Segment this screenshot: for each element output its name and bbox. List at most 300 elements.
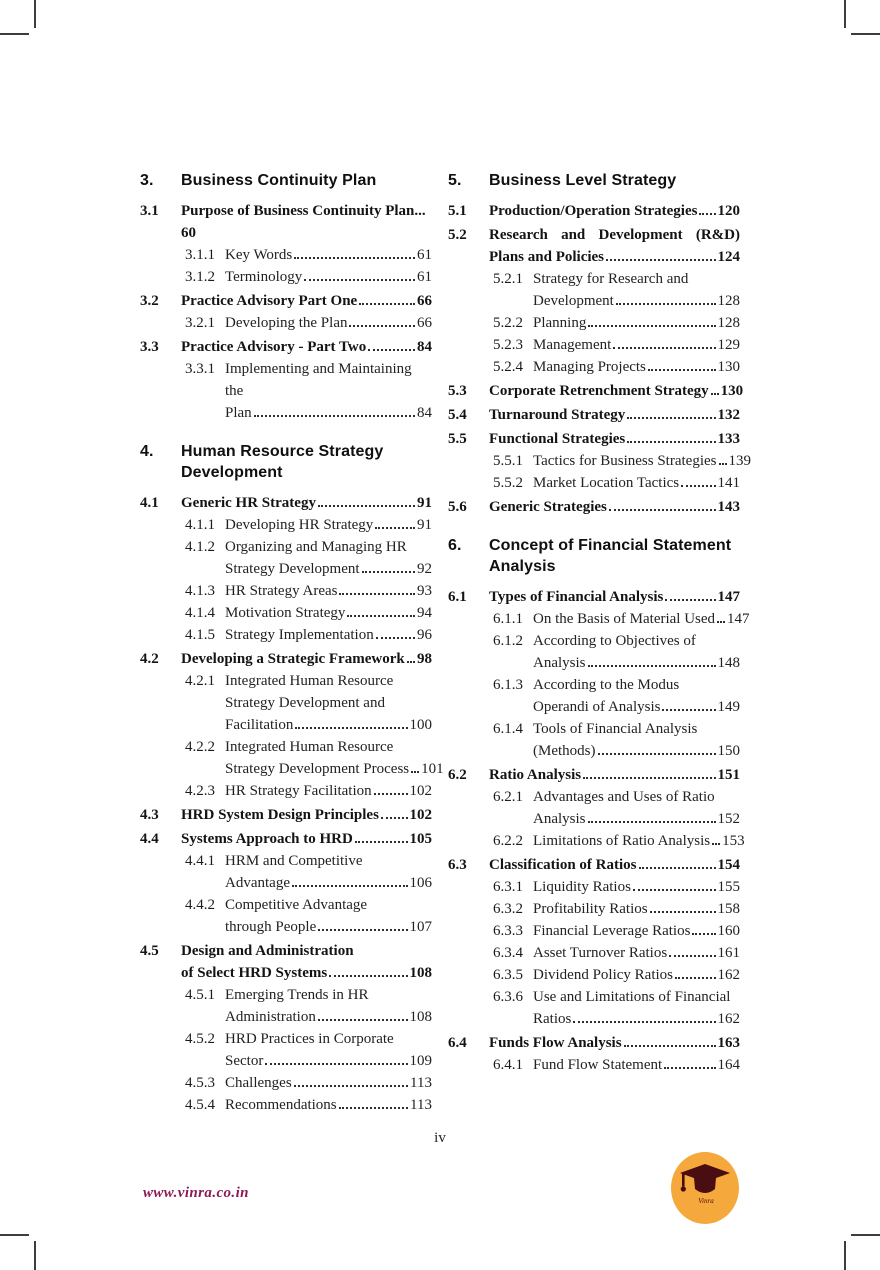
toc-entry-text: HRD System Design Principles — [181, 807, 379, 823]
crop-mark — [0, 1234, 29, 1236]
toc-entry-body — [225, 1094, 432, 1116]
toc-entry-last-line — [181, 962, 432, 984]
dot-leader — [339, 593, 415, 595]
toc-entry-last-line — [489, 1032, 740, 1054]
toc-entry-body — [489, 404, 740, 426]
toc-page-number: 151 — [717, 767, 740, 783]
toc-page-number: 130 — [717, 359, 740, 375]
chapter-title-line: Analysis — [489, 558, 556, 575]
toc-entry-body — [225, 266, 432, 288]
dot-leader — [318, 929, 407, 931]
toc-entry-number: 4.1.3 — [185, 583, 215, 599]
toc-entry-body — [533, 268, 740, 312]
toc-page-number: 107 — [409, 919, 432, 935]
dot-leader — [588, 665, 716, 667]
toc-entry-body — [225, 894, 432, 938]
toc-entry-5.2.4 — [493, 356, 740, 378]
toc-entry-number: 4.1.1 — [185, 517, 215, 533]
toc-entry-4.2.3 — [185, 780, 432, 802]
dot-leader — [339, 1107, 408, 1109]
dot-leader — [362, 571, 415, 573]
toc-page-number: 139 — [728, 453, 751, 469]
toc-entry-body — [225, 580, 432, 602]
toc-entry-body — [489, 428, 740, 450]
toc-entry-body — [225, 536, 432, 580]
dot-leader — [374, 793, 408, 795]
toc-entry-3.3.1 — [185, 358, 432, 424]
toc-entry-text: Management — [533, 337, 612, 353]
toc-entry-number: 6.4 — [448, 1035, 467, 1051]
dot-leader — [711, 393, 719, 395]
toc-entry-6.3.1 — [493, 876, 740, 898]
toc-entry-text: Development — [533, 293, 614, 309]
toc-entry-4.5.4 — [185, 1094, 432, 1116]
toc-entry-5.5.1 — [493, 450, 751, 472]
toc-entry-text-line: Design and Administration — [181, 943, 354, 959]
toc-entry-text: Plan — [225, 405, 252, 421]
toc-entry-body — [533, 830, 745, 852]
toc-entry-4.4.2 — [185, 894, 432, 938]
toc-entry-text: Operandi of Analysis — [533, 699, 661, 715]
dot-leader — [719, 463, 727, 465]
crop-mark — [34, 1241, 36, 1270]
toc-entry-body — [225, 602, 432, 624]
toc-entry-5.5.2 — [493, 472, 740, 494]
toc-entry-5.1 — [448, 200, 740, 222]
crop-mark — [0, 33, 29, 35]
toc-entry-6.3.3 — [493, 920, 740, 942]
toc-entry-3.2 — [140, 290, 432, 312]
toc-entry-text: Strategy Development Process — [225, 761, 410, 777]
toc-entry-text-line: HRD Practices in Corporate — [225, 1031, 394, 1047]
toc-entry-last-line — [225, 558, 432, 580]
toc-entry-text: Market Location Tactics — [533, 475, 680, 491]
toc-entry-last-line — [225, 916, 432, 938]
toc-entry-number: 5.2.3 — [493, 337, 523, 353]
toc-entry-last-line — [225, 1050, 432, 1072]
dot-leader — [375, 527, 415, 529]
toc-entry-4.4.1 — [185, 850, 432, 894]
toc-entry-text: Strategy Development — [225, 561, 360, 577]
toc-entry-5.3 — [448, 380, 744, 402]
toc-entry-body — [225, 312, 432, 334]
toc-page-number: 91 — [417, 517, 432, 533]
toc-entry-body — [533, 876, 740, 898]
toc-entry-3 — [140, 170, 432, 191]
toc-entry-4.2.1 — [185, 670, 432, 736]
toc-entry-body — [181, 290, 432, 312]
toc-entry-6.1.4 — [493, 718, 740, 762]
toc-entry-5.5 — [448, 428, 740, 450]
toc-entry-last-line — [225, 758, 444, 780]
toc-entry-6.1.2 — [493, 630, 740, 674]
dot-leader — [368, 349, 415, 351]
toc-entry-last-line — [533, 740, 740, 762]
toc-entry-text-line: Purpose of Business Continuity Plan... — [181, 203, 426, 219]
dot-leader — [613, 347, 715, 349]
chapter-title-line: Development — [181, 464, 283, 481]
toc-page-number: 161 — [717, 945, 740, 961]
toc-entry-text: Generic Strategies — [489, 499, 607, 515]
dot-leader — [347, 615, 415, 617]
toc-entry-last-line — [181, 336, 432, 358]
dot-leader — [606, 259, 715, 261]
dot-leader — [292, 885, 408, 887]
toc-entry-last-line — [533, 696, 740, 718]
toc-entry-last-line — [533, 312, 740, 334]
dot-leader — [712, 843, 720, 845]
toc-entry-text-line: According to Objectives of — [533, 633, 696, 649]
toc-entry-number: 3.1.1 — [185, 247, 215, 263]
toc-entry-last-line — [489, 200, 740, 222]
toc-page-number: 92 — [417, 561, 432, 577]
toc-page-number: 109 — [409, 1053, 432, 1069]
toc-entry-text-line: Strategy for Research and — [533, 271, 689, 287]
toc-entry-number: 5. — [448, 172, 462, 189]
toc-page-number: 141 — [717, 475, 740, 491]
toc-entry-last-line — [225, 1072, 432, 1094]
toc-entry-4.4 — [140, 828, 432, 850]
toc-entry-text: On the Basis of Material Used — [533, 611, 716, 627]
dot-leader — [318, 505, 415, 507]
toc-entry-number: 5.2.2 — [493, 315, 523, 331]
toc-entry-number: 4.2.3 — [185, 783, 215, 799]
chapter-title-line: Business Continuity Plan — [181, 172, 377, 189]
toc-entry-last-line — [533, 942, 740, 964]
toc-entry-text: Managing Projects — [533, 359, 646, 375]
toc-entry-number: 4.5.4 — [185, 1097, 215, 1113]
toc-entry-number: 5.2.1 — [493, 271, 523, 287]
toc-entry-4.5.3 — [185, 1072, 432, 1094]
toc-entry-text-line: According to the Modus — [533, 677, 680, 693]
dot-leader — [627, 417, 715, 419]
dot-leader — [664, 1067, 715, 1069]
toc-entry-3.1.2 — [185, 266, 432, 288]
toc-entry-text: HR Strategy Facilitation — [225, 783, 372, 799]
toc-entry-last-line — [225, 624, 432, 646]
dot-leader — [699, 213, 715, 215]
toc-entry-last-line — [225, 714, 432, 736]
dot-leader — [295, 727, 407, 729]
toc-entry-text: Motivation Strategy — [225, 605, 346, 621]
toc-entry-5 — [448, 170, 740, 191]
toc-entry-last-line — [533, 876, 740, 898]
toc-entry-6.2.2 — [493, 830, 745, 852]
toc-entry-last-line — [533, 830, 745, 852]
toc-entry-text-line: Implementing and Maintaining the — [225, 361, 412, 399]
toc-entry-text: 60 — [181, 225, 196, 241]
dot-leader — [717, 621, 725, 623]
toc-entry-body — [489, 380, 744, 402]
toc-entry-number: 3.1.2 — [185, 269, 215, 285]
dot-leader — [624, 1045, 716, 1047]
toc-page-number: 96 — [417, 627, 432, 643]
dot-leader — [329, 975, 407, 977]
toc-entry-text: Corporate Retrenchment Strategy — [489, 383, 709, 399]
toc-entry-last-line — [181, 492, 432, 514]
toc-entry-number: 6.3.6 — [493, 989, 523, 1005]
toc-page-number: 163 — [717, 1035, 740, 1051]
toc-entry-4.1 — [140, 492, 432, 514]
toc-entry-last-line — [489, 496, 740, 518]
dot-leader — [669, 955, 715, 957]
toc-entry-text-line: Integrated Human Resource — [225, 673, 394, 689]
toc-entry-number: 4.1.2 — [185, 539, 215, 555]
toc-page-number: 100 — [409, 717, 432, 733]
toc-entry-text: Facilitation — [225, 717, 294, 733]
toc-entry-number: 6. — [448, 537, 462, 554]
toc-entry-number: 4. — [140, 443, 154, 460]
toc-entry-number: 6.3.4 — [493, 945, 523, 961]
toc-entry-4.1.4 — [185, 602, 432, 624]
toc-page-number: 162 — [717, 1011, 740, 1027]
toc-entry-last-line — [225, 266, 432, 288]
toc-entry-body — [181, 336, 432, 358]
toc-entry-body — [489, 586, 740, 608]
toc-entry-last-line — [225, 1094, 432, 1116]
toc-entry-last-line — [489, 380, 744, 402]
toc-entry-4.5.2 — [185, 1028, 432, 1072]
toc-entry-number: 4.2 — [140, 651, 159, 667]
toc-entry-last-line — [533, 1008, 740, 1030]
toc-entry-6.1 — [448, 586, 740, 608]
toc-entry-last-line — [533, 608, 750, 630]
toc-entry-body — [533, 630, 740, 674]
toc-page-number: 61 — [417, 247, 432, 263]
toc-entry-last-line — [489, 764, 740, 786]
toc-entry-last-line — [181, 222, 432, 244]
toc-entry-text: Strategy Implementation — [225, 627, 374, 643]
toc-entry-number: 5.1 — [448, 203, 467, 219]
toc-entry-text: Planning — [533, 315, 587, 331]
toc-entry-5.2.3 — [493, 334, 740, 356]
toc-entry-text-line: Organizing and Managing HR — [225, 539, 407, 555]
toc-entry-number: 4.5.3 — [185, 1075, 215, 1091]
toc-page-number: 124 — [717, 249, 740, 265]
toc-entry-text: Administration — [225, 1009, 316, 1025]
toc-entry-number: 3.1 — [140, 203, 159, 219]
toc-entry-text-line: Emerging Trends in HR — [225, 987, 369, 1003]
toc-entry-3.3 — [140, 336, 432, 358]
toc-entry-number: 5.2.4 — [493, 359, 523, 375]
toc-entry-body — [181, 828, 432, 850]
toc-entry-text: Ratio Analysis — [489, 767, 582, 783]
dot-leader — [588, 325, 715, 327]
toc-page-number: 66 — [417, 293, 432, 309]
toc-entry-text: Developing a Strategic Framework — [181, 651, 405, 667]
toc-entry-body — [225, 736, 444, 780]
dot-leader — [265, 1063, 407, 1065]
toc-entry-body — [533, 942, 740, 964]
toc-entry-6.2 — [448, 764, 740, 786]
toc-entry-body — [533, 986, 740, 1030]
toc-entry-5.2.2 — [493, 312, 740, 334]
toc-entry-text: Asset Turnover Ratios — [533, 945, 668, 961]
toc-page-number: 150 — [717, 743, 740, 759]
toc-entry-4 — [140, 441, 432, 483]
toc-entry-text: Terminology — [225, 269, 303, 285]
toc-entry-body — [533, 1054, 740, 1076]
toc-entry-last-line — [533, 898, 740, 920]
toc-entry-body — [489, 764, 740, 786]
toc-entry-text: Turnaround Strategy — [489, 407, 626, 423]
toc-page-number: 93 — [417, 583, 432, 599]
toc-page-number: 66 — [417, 315, 432, 331]
toc-entry-body — [489, 854, 740, 876]
toc-entry-body — [533, 356, 740, 378]
toc-entry-4.1.1 — [185, 514, 432, 536]
dot-leader — [650, 911, 716, 913]
toc-entry-4.5.1 — [185, 984, 432, 1028]
toc-page-number: 106 — [409, 875, 432, 891]
dot-leader — [681, 485, 715, 487]
toc-entry-6.4.1 — [493, 1054, 740, 1076]
toc-entry-body — [225, 1028, 432, 1072]
toc-entry-number: 4.4.1 — [185, 853, 215, 869]
toc-page-number: 152 — [717, 811, 740, 827]
toc-entry-text: Types of Financial Analysis — [489, 589, 664, 605]
toc-entry-body — [533, 608, 750, 630]
toc-entry-number: 6.1 — [448, 589, 467, 605]
toc-entry-number: 5.6 — [448, 499, 467, 515]
toc-entry-body — [181, 648, 432, 670]
toc-entry-3.2.1 — [185, 312, 432, 334]
toc-entry-last-line — [225, 1006, 432, 1028]
toc-entry-last-line — [225, 514, 432, 536]
logo-caption: Vinra — [698, 1197, 714, 1205]
toc-page-number: 155 — [717, 879, 740, 895]
toc-page-number: 147 — [717, 589, 740, 605]
toc-entry-last-line — [225, 780, 432, 802]
toc-entry-body — [533, 472, 740, 494]
toc-entry-last-line — [225, 402, 432, 424]
toc-entry-text-line: Advantages and Uses of Ratio — [533, 789, 715, 805]
toc-column-right — [448, 170, 751, 1116]
toc-entry-number: 5.5 — [448, 431, 467, 447]
toc-entry-text: of Select HRD Systems — [181, 965, 328, 981]
toc-entry-last-line — [225, 602, 432, 624]
toc-entry-last-line — [533, 334, 740, 356]
toc-entry-body — [225, 358, 432, 424]
toc-page-number: 94 — [417, 605, 432, 621]
dot-leader — [609, 509, 716, 511]
toc-entry-3.1 — [140, 200, 432, 244]
toc-entry-4.1.3 — [185, 580, 432, 602]
toc-entry-number: 3. — [140, 172, 154, 189]
toc-entry-text: Ratios — [533, 1011, 572, 1027]
toc-entry-body — [533, 450, 751, 472]
toc-page-number: 98 — [417, 651, 432, 667]
toc-entry-6 — [448, 535, 740, 577]
toc-page-number: 84 — [417, 405, 432, 421]
toc-page-number: 105 — [409, 831, 432, 847]
dot-leader — [254, 415, 415, 417]
toc-entry-body — [225, 244, 432, 266]
toc-content — [140, 170, 751, 1116]
dot-leader — [407, 661, 415, 663]
toc-entry-number: 6.1.4 — [493, 721, 523, 737]
dot-leader — [648, 369, 716, 371]
toc-entry-text: (Methods) — [533, 743, 596, 759]
toc-entry-body — [533, 718, 740, 762]
crop-mark — [851, 1234, 880, 1236]
toc-entry-6.2.1 — [493, 786, 740, 830]
toc-page-number: 158 — [717, 901, 740, 917]
toc-entry-body — [225, 850, 432, 894]
dot-leader — [304, 279, 415, 281]
toc-entry-number: 5.2 — [448, 227, 467, 243]
toc-entry-5.6 — [448, 496, 740, 518]
toc-page-number: 153 — [722, 833, 745, 849]
toc-page-number: 61 — [417, 269, 432, 285]
toc-entry-text: Generic HR Strategy — [181, 495, 316, 511]
toc-entry-6.1.1 — [493, 608, 750, 630]
toc-entry-body — [225, 780, 432, 802]
toc-entry-number: 5.3 — [448, 383, 467, 399]
dot-leader — [349, 325, 415, 327]
toc-entry-text: Developing the Plan — [225, 315, 348, 331]
toc-entry-text-line: Competitive Advantage — [225, 897, 368, 913]
toc-entry-4.1.5 — [185, 624, 432, 646]
toc-entry-last-line — [533, 920, 740, 942]
toc-entry-text-line: Use and Limitations of Financial — [533, 989, 731, 1005]
dot-leader — [588, 821, 716, 823]
toc-page-number: 102 — [409, 807, 432, 823]
dot-leader — [573, 1021, 715, 1023]
toc-entry-last-line — [181, 290, 432, 312]
toc-entry-text: Profitability Ratios — [533, 901, 648, 917]
toc-page-number: 160 — [717, 923, 740, 939]
toc-entry-text: Financial Leverage Ratios — [533, 923, 691, 939]
toc-entry-4.1.2 — [185, 536, 432, 580]
toc-entry-6.3.2 — [493, 898, 740, 920]
toc-entry-body — [181, 170, 432, 191]
toc-entry-number: 4.5 — [140, 943, 159, 959]
toc-entry-number: 5.4 — [448, 407, 467, 423]
toc-entry-number: 3.2.1 — [185, 315, 215, 331]
toc-entry-last-line — [533, 808, 740, 830]
toc-entry-number: 6.2 — [448, 767, 467, 783]
toc-entry-number: 6.3.3 — [493, 923, 523, 939]
toc-entry-text: Fund Flow Statement — [533, 1057, 663, 1073]
dot-leader — [381, 817, 408, 819]
toc-entry-number: 6.3.5 — [493, 967, 523, 983]
toc-entry-body — [181, 441, 432, 483]
toc-entry-4.5 — [140, 940, 432, 984]
toc-entry-text: Functional Strategies — [489, 431, 626, 447]
toc-entry-text: Systems Approach to HRD — [181, 831, 353, 847]
toc-entry-last-line — [489, 586, 740, 608]
toc-entry-last-line — [489, 854, 740, 876]
toc-entry-number: 4.5.1 — [185, 987, 215, 1003]
toc-entry-last-line — [489, 404, 740, 426]
toc-entry-5.2.1 — [493, 268, 740, 312]
toc-page-number: 108 — [409, 1009, 432, 1025]
dot-leader — [633, 889, 716, 891]
dot-leader — [318, 1019, 408, 1021]
toc-entry-number: 6.1.3 — [493, 677, 523, 693]
toc-page-number: 130 — [720, 383, 744, 399]
toc-entry-text: Advantage — [225, 875, 290, 891]
toc-entry-last-line — [489, 246, 740, 268]
toc-entry-body — [181, 804, 432, 826]
publisher-logo — [669, 1151, 741, 1225]
toc-entry-body — [489, 224, 740, 268]
crop-mark — [844, 1241, 846, 1270]
toc-entry-text: Liquidity Ratios — [533, 879, 631, 895]
toc-entry-text: Sector — [225, 1053, 264, 1069]
toc-entry-text: Analysis — [533, 655, 586, 671]
